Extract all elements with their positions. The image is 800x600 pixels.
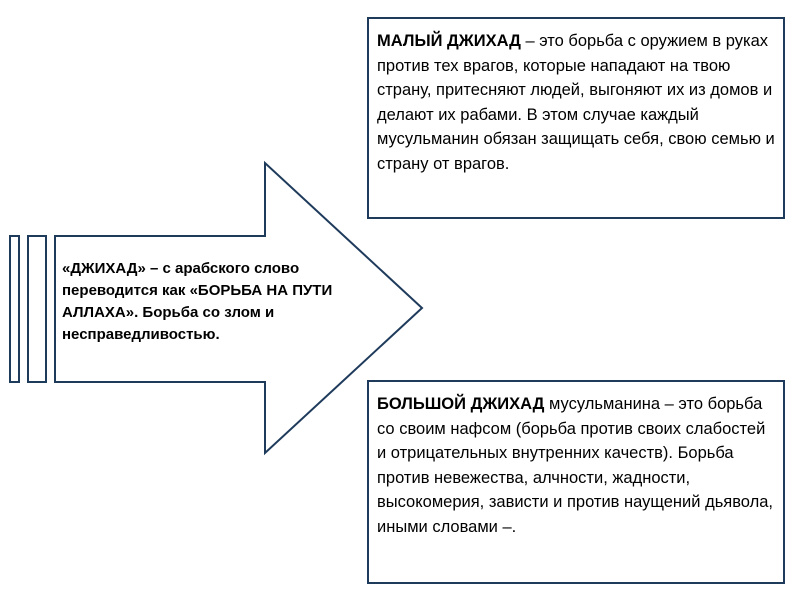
arrow-tail-stripe-left (10, 236, 19, 382)
lesser-jihad-paragraph (377, 29, 775, 176)
greater-jihad-paragraph (377, 392, 775, 539)
greater-jihad-definition: мусульманина – это борьба со своим нафсом (борьба против своих слабостей и отрицательных внутренних качеств). Борьба против невежества, алчности, жадности, высокомерия, зависти и против наущений дьявола, иными словами –. (377, 395, 774, 536)
lesser-jihad-term: МАЛЫЙ ДЖИХАД (377, 32, 521, 50)
greater-jihad-term: БОЛЬШОЙ ДЖИХАД (377, 395, 545, 413)
greater-jihad-box (367, 380, 785, 584)
lesser-jihad-definition: – это борьба с оружием в руках против тех врагов, которые нападают на твою страну, притесняют людей, выгоняют их из домов и делают их рабами. В этом случае каждый мусульманин обязан защищать себя, свою семью и страну от врагов. (377, 32, 775, 173)
jihad-meaning-text: «ДЖИХАД» – с арабского слово переводится как «БОРЬБА НА ПУТИ АЛЛАХА». Борьба со злом и несправедливостью. (62, 260, 333, 343)
lesser-jihad-box (367, 17, 785, 219)
arrow-tail-stripe-right (28, 236, 46, 382)
